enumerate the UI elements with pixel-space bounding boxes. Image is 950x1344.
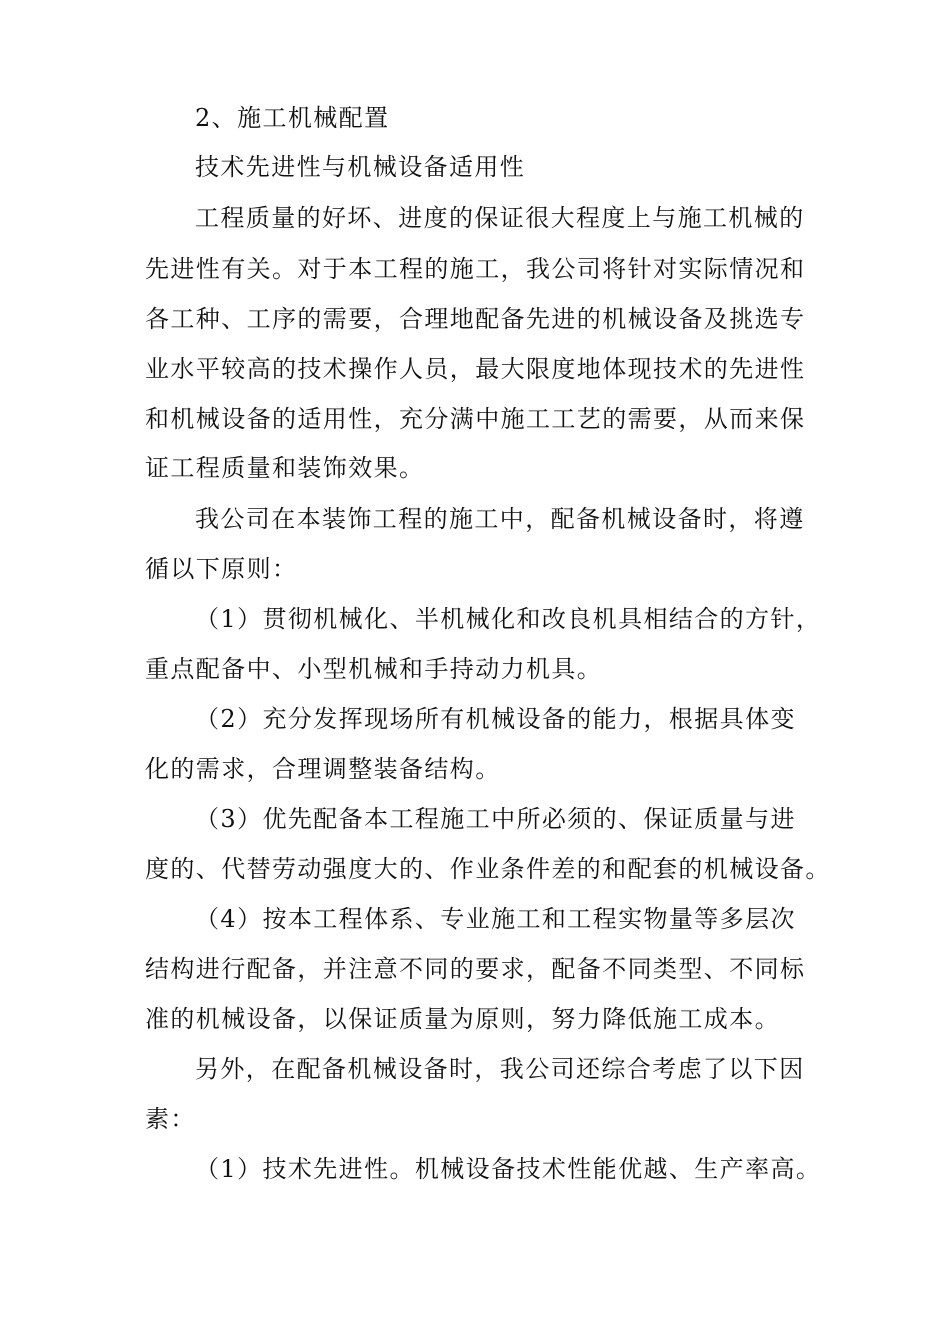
text-line: 另外，在配备机械设备时，我公司还综合考虑了以下因 bbox=[195, 1055, 805, 1083]
text-line: 素： bbox=[145, 1105, 196, 1133]
text-line: （2）充分发挥现场所有机械设备的能力，根据具体变 bbox=[195, 705, 796, 733]
text-line: 循以下原则： bbox=[145, 555, 298, 583]
text-line: 重点配备中、小型机械和手持动力机具。 bbox=[145, 655, 603, 683]
text-line: 工程质量的好坏、进度的保证很大程度上与施工机械的 bbox=[195, 204, 805, 232]
text-line: 证工程质量和装饰效果。 bbox=[145, 454, 425, 482]
text-line: 准的机械设备，以保证质量为原则，努力降低施工成本。 bbox=[145, 1005, 780, 1033]
text-line: （1）贯彻机械化、半机械化和改良机具相结合的方针， bbox=[195, 605, 822, 633]
text-line: 结构进行配备，并注意不同的要求，配备不同类型、不同标 bbox=[145, 955, 806, 983]
section-subheading: 技术先进性与机械设备适用性 bbox=[195, 153, 526, 181]
text-line: 业水平较高的技术操作人员，最大限度地体现技术的先进性 bbox=[145, 355, 806, 383]
text-line: （3）优先配备本工程施工中所必须的、保证质量与进 bbox=[195, 805, 796, 833]
text-line: 各工种、工序的需要，合理地配备先进的机械设备及挑选专 bbox=[145, 305, 806, 333]
text-line: （4）按本工程体系、专业施工和工程实物量等多层次 bbox=[195, 905, 796, 933]
section-heading: 2、施工机械配置 bbox=[195, 104, 390, 132]
text-line: 先进性有关。对于本工程的施工，我公司将针对实际情况和 bbox=[145, 255, 806, 283]
text-line: 和机械设备的适用性，充分满中施工工艺的需要，从而来保 bbox=[145, 405, 806, 433]
text-line: 化的需求，合理调整装备结构。 bbox=[145, 755, 501, 783]
text-line: 度的、代替劳动强度大的、作业条件差的和配套的机械设备。 bbox=[145, 855, 831, 883]
text-line: 我公司在本装饰工程的施工中，配备机械设备时，将遵 bbox=[195, 505, 805, 533]
text-line: （1）技术先进性。机械设备技术性能优越、生产率高。 bbox=[195, 1155, 822, 1183]
